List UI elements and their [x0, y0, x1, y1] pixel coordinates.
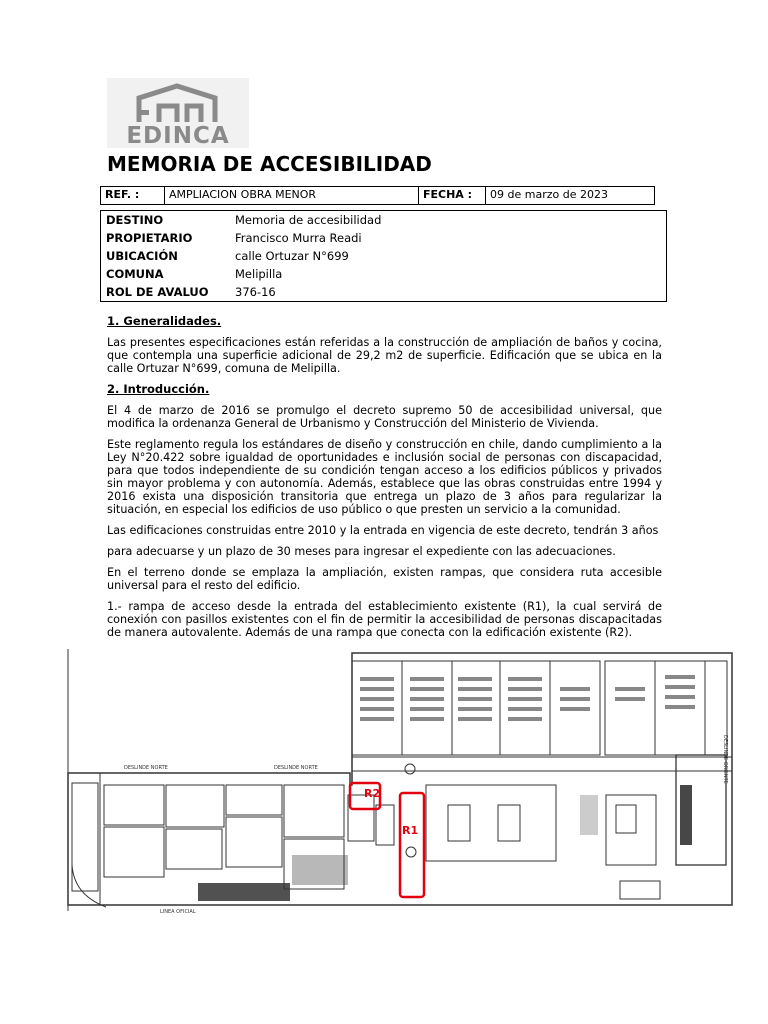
document-body	[107, 315, 662, 647]
ref-value: AMPLIACION OBRA MENOR	[165, 187, 419, 204]
document-title: MEMORIA DE ACCESIBILIDAD	[107, 152, 432, 176]
paragraph: 1.- rampa de acceso desde la entrada del establecimiento existente (R1), la cual servirá de conexión con pasillos existentes con el fin de permitir la accesibilidad de personas discapacitadas de manera autovalente. Además de una rampa que conecta con la edificación existente (R2).	[107, 600, 662, 639]
info-label: COMUNA	[106, 267, 164, 281]
plan-label-linea-oficial: LINEA OFICIAL	[160, 909, 196, 915]
info-value: Melipilla	[235, 267, 283, 281]
section-heading-introduccion: 2. Introducción.	[107, 382, 210, 396]
info-label: DESTINO	[106, 213, 164, 227]
info-row	[101, 229, 666, 247]
plan-label-deslinde-norte: DESLINDE NORTE	[124, 765, 168, 771]
plan-label-deslinde-norte: DESLINDE NORTE	[274, 765, 318, 771]
paragraph: El 4 de marzo de 2016 se promulgo el decreto supremo 50 de accesibilidad universal, que modifica la ordenanza General de Urbanismo y Construcción del Ministerio de Vivienda.	[107, 404, 662, 430]
building-logo-icon	[107, 78, 249, 128]
info-value: Francisco Murra Readi	[235, 231, 362, 245]
paragraph: Las presentes especificaciones están referidas a la construcción de ampliación de baños y cocina, que contempla una superficie adicional de 29,2 m2 de superficie. Edificación que se ubica en la calle Ortuzar N°699, comuna de Melipilla.	[107, 336, 662, 375]
info-row	[101, 283, 666, 301]
plan-label-deslinde-oriente: DESLINDE ORIENTE	[722, 735, 728, 784]
project-info-box	[100, 210, 667, 302]
info-label: UBICACIÓN	[106, 249, 178, 263]
info-value: 376-16	[235, 285, 276, 299]
logo-wordmark: EDINCA	[126, 123, 230, 149]
info-value: Memoria de accesibilidad	[235, 213, 382, 227]
floor-plan-drawing	[60, 645, 740, 915]
info-row	[101, 247, 666, 265]
paragraph: En el terreno donde se emplaza la ampliación, existen rampas, que considera ruta accesible universal para el resto del edificio.	[107, 566, 662, 592]
fecha-label: FECHA :	[419, 187, 486, 204]
reference-table	[100, 186, 655, 205]
section-heading-generalidades: 1. Generalidades.	[107, 314, 222, 328]
paragraph: Las edificaciones construidas entre 2010 y la entrada en vigencia de este decreto, tendrán 3 años	[107, 524, 659, 537]
ramp-label-r2: R2	[364, 787, 381, 800]
floor-plan	[60, 645, 740, 915]
info-label: ROL DE AVALUO	[106, 285, 209, 299]
company-logo	[107, 78, 249, 148]
ref-label: REF. :	[101, 187, 165, 204]
info-row	[101, 211, 666, 229]
paragraph: para adecuarse y un plazo de 30 meses para ingresar el expediente con las adecuaciones.	[107, 545, 616, 558]
info-row	[101, 265, 666, 283]
fecha-value: 09 de marzo de 2023	[490, 188, 608, 201]
info-value: calle Ortuzar N°699	[235, 249, 349, 263]
ramp-label-r1: R1	[402, 824, 419, 837]
info-label: PROPIETARIO	[106, 231, 193, 245]
paragraph: Este reglamento regula los estándares de diseño y construcción en chile, dando cumplimiento a la Ley N°20.422 sobre igualdad de oportunidades e inclusión social de personas con discapacidad, para que todos independiente de su condición tengan acceso a los edificios públicos y privados sin mayor problema y con autonomía. Además, establece que las obras construidas entre 1994 y 2016 exista una disposición transitoria que entrega un plazo de 3 años para regularizar la situación, en especial los edificios de uso público o que presten un servicio a la comunidad.	[107, 438, 662, 516]
